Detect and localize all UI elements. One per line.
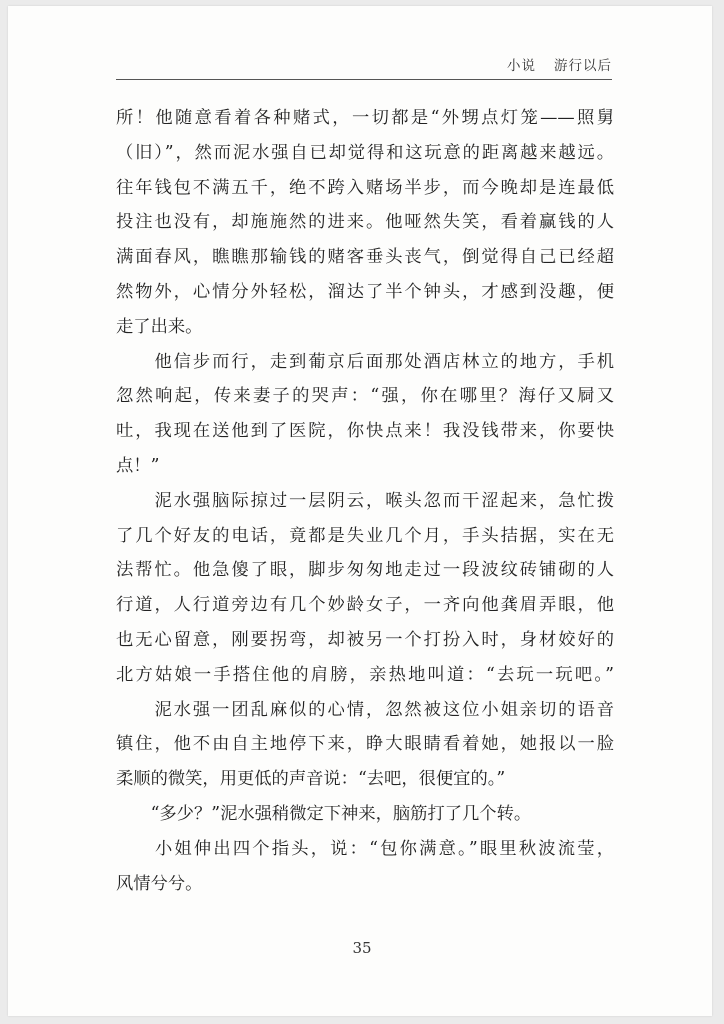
text-line: 了几个好友的电话，竟都是失业几个月，手头拮据，实在无 [116,525,614,546]
body-text [116,101,614,901]
text-line: 往年钱包不满五千，绝不跨入赌场半步，而今晚却是连最低 [116,177,614,198]
text-line: 风情兮兮。 [116,873,203,894]
text-line: 柔顺的微笑，用更低的声音说：“去吧，很便宜的。” [116,769,506,790]
text-line: 也无心留意，刚要拐弯，却被另一个打扮入时，身材姣好的 [116,629,614,650]
text-line: “多少？”泥水强稍微定下神来，脑筋打了几个转。 [116,803,532,824]
text-line: 所！他随意看着各种赌式，一切都是“外甥点灯笼——照舅 [116,108,614,128]
text-line: （旧）”，然而泥水强自已却觉得和这玩意的距离越来越远。 [116,142,614,163]
text-line: 点！” [116,455,160,476]
text-line: 北方姑娘一手搭住他的肩膀，亲热地叫道：“去玩一玩吧。” [116,664,614,685]
text-line: 投注也没有，却施施然的进来。他哑然失笑，看着赢钱的人 [116,212,614,233]
header-rule [116,79,612,80]
text-line: 走了出来。 [116,316,203,337]
text-line: 行道，人行道旁边有几个妙龄女子，一齐向他龚眉弄眼，他 [116,595,614,616]
header-title: 游行以后 [554,58,612,74]
text-line: 法帮忙。他急傻了眼，脚步匆匆地走过一段波纹砖铺砌的人 [116,560,614,581]
text-line: 镇住，他不由自主地停下来，睁大眼睛看着她，她报以一脸 [116,734,614,755]
text-line: 他信步而行，走到葡京后面那处酒店林立的地方，手机 [116,351,614,372]
text-line: 然物外，心情分外轻松，溜达了半个钟头，才感到没趣，便 [116,281,614,302]
running-header [116,59,612,73]
text-line: 泥水强脑际掠过一层阴云，喉头忽而干涩起来，急忙拨 [116,490,614,511]
text-line: 吐，我现在送他到了医院，你快点来！我没钱带来，你要快 [116,421,614,442]
page-number: 35 [352,939,372,957]
text-line: 忽然响起，传来妻子的哭声：“强，你在哪里？海仔又屙又 [116,386,614,407]
header-section: 小说 [507,58,536,74]
text-line: 满面春风，瞧瞧那输钱的赌客垂头丧气，倒觉得自己已经超 [116,247,614,268]
text-line: 小姐伸出四个指头，说：“包你满意。”眼里秋波流莹， [116,838,614,859]
text-line: 泥水强一团乱麻似的心情，忽然被这位小姐亲切的语音 [116,699,614,720]
